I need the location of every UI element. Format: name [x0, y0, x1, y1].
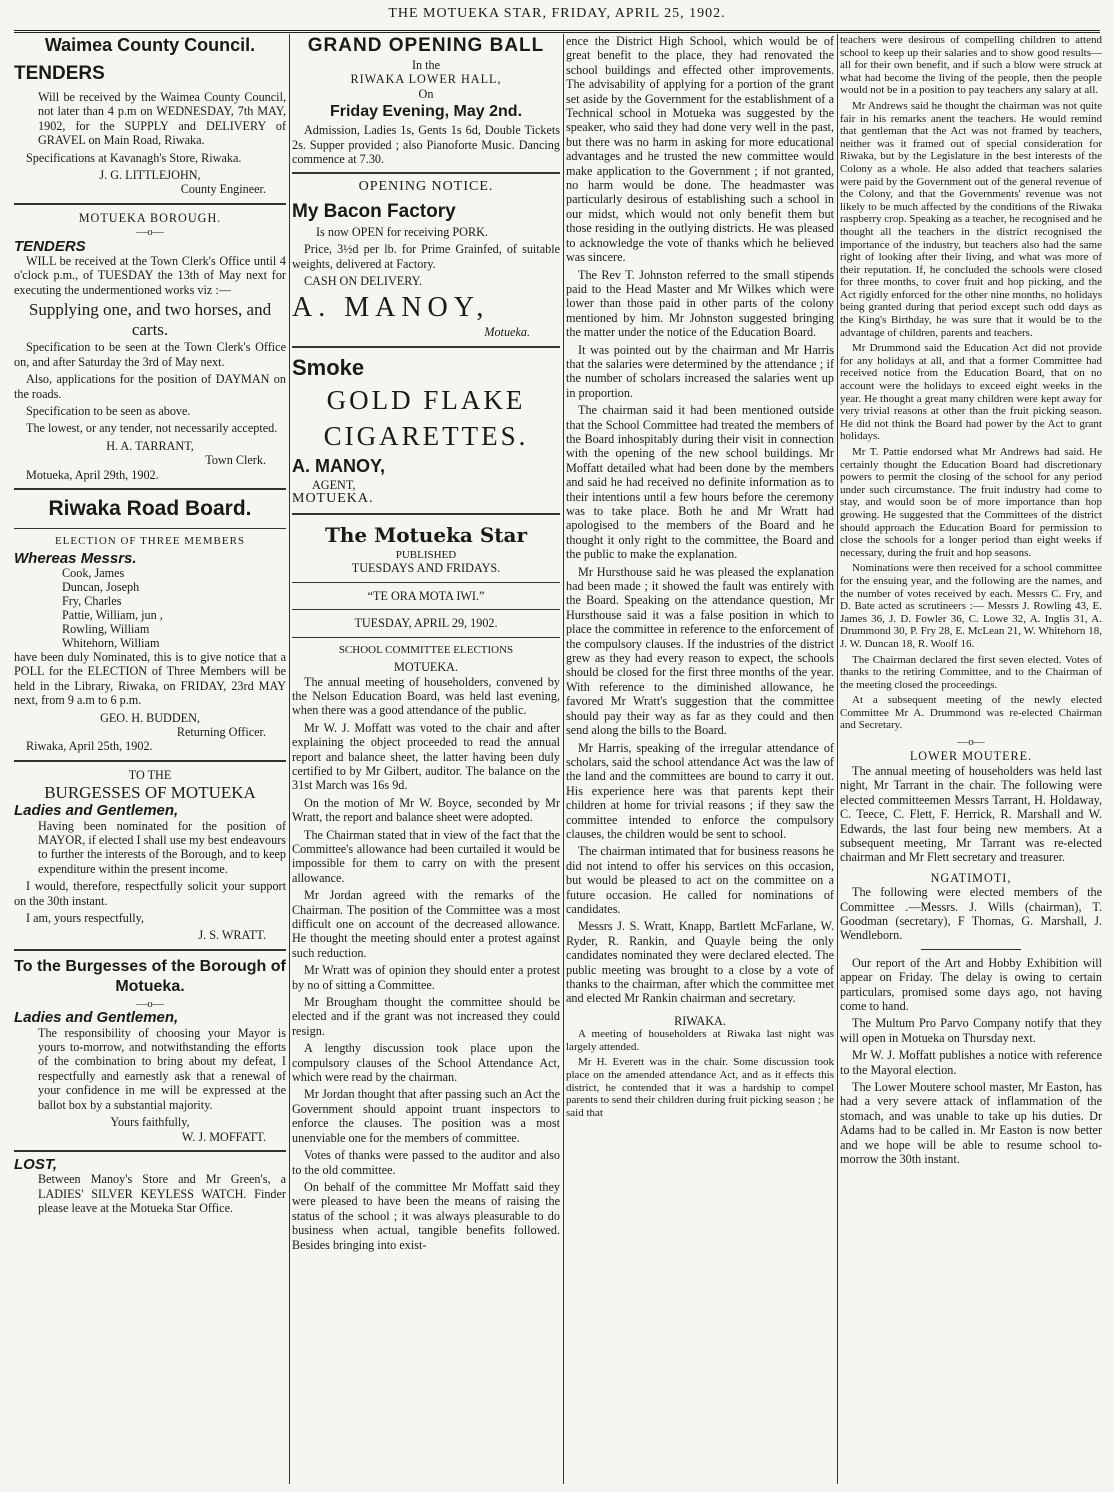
- article-para: Mr T. Pattie endorsed what Mr Andrews had said. He certainly thought the Education Board had discretionary powers to permit the closing of the school for any period under such circumstance. The fruit industry had come to stay, and would soon be of more importance than hop growing. He suggested that the Committees of the district should approach the Education Board for permission to close the schools for a longer period than eight weeks if necessary, during the fruit and hop seasons.: [840, 446, 1102, 559]
- candidate-name: Pattie, William, jun ,: [62, 607, 163, 622]
- article-para: Mr Andrews said he thought the chairman was not quite fair in his remarks anent the teachers. He would remind that gentleman that the Act was not framed by teachers, neither was it framed out of special consideration for Riwaka, but by the Legislature in the best interests of the Colony as a whole. He also added that teachers salaries were paid by the Government out of the general revenue of the Colony, and that the Governments' revenue was not likely to be much affected by the conditions of the Riwaka raspberry crop. Speaking as a teacher, he recognised and he thought all the teachers in the district recognised the importance of the industry, but teachers also had the same right of looking after their living, and what was more of their reputation. If, he concluded the schools were closed for three months, to cover fruit and hop picking, and the Act rigidly enforced for the other nine months, no holidays being granted during that period except such odd days as the King's Birthday, he was sure that it would be to the advantage of children, parents and teachers.: [840, 99, 1102, 339]
- article-para: Mr Brougham thought the committee should be elected and if the grant was not increased they could resign.: [292, 995, 560, 1038]
- article-para: Mr Hursthouse said he was pleased the explanation had been made ; it showed the fault was entirely with the Board. Speaking on the attendance question, Mr Hursthouse said it was a false position in which to place the committee in reference to the enforcement of the compulsory clauses. If the industries of the district grew as they had every reason to expect, the schools should be closed for the first three months of the year. With reference to the diminished allowance, he favored Mr Wratt's suggestion that the committee should pay their way as far as they could and then send along the bills to the Board.: [566, 564, 834, 738]
- article-para: A lengthy discussion took place upon the compulsory clauses of the School Attendance Act, which were read by the chairman.: [292, 1041, 560, 1085]
- agent-word: AGENT,: [312, 477, 356, 492]
- article-para: Mr Jordan thought that after passing such an Act the Government should appoint truant inspectors to enforce the clauses. The position was a most unenviable one for the members of committee.: [292, 1087, 560, 1145]
- candidate-name: Rowling, William: [62, 621, 150, 636]
- article-para: A meeting of householders at Riwaka last night was largely attended.: [566, 1028, 834, 1053]
- article-para: The annual meeting of householders, convened by the Nelson Education Board, was held last evening, when there was a good attendance of the public.: [292, 674, 560, 718]
- ball-in: In the: [411, 58, 441, 72]
- article-para: Mr Wratt was of opinion they should enter a protest by no of sitting a Committee.: [292, 963, 560, 992]
- agent-name: A. MANOY,: [292, 455, 386, 476]
- borough-signature-title: Town Clerk.: [205, 453, 266, 468]
- candidate-name: Fry, Charles: [62, 593, 122, 608]
- article-para: On behalf of the committee Mr Moffatt said they were pleased to have been the means of raising the status of the school ; it was always pleasurable to do business when actual, tangible benefits followed. Besides bringing into exist-: [292, 1179, 560, 1252]
- waimea-tenders-head: TENDERS: [14, 63, 105, 84]
- elections-head: SCHOOL COMMITTEE ELECTIONS: [338, 643, 514, 656]
- news-para: The Lower Moutere school master, Mr Easton, has had a very severe attack of inflammation of the stomach, and was unable to take up his duties. Dr Adams had to be called in. Mr Easton is now better and we hope will be able to resume school to-morrow the 30th instant.: [840, 1080, 1102, 1167]
- riwaka-title: Riwaka Road Board.: [48, 496, 252, 520]
- lost-head: LOST,: [14, 1155, 58, 1173]
- ball-on: On: [418, 86, 434, 101]
- article-para: Mr Drummond said the Education Act did not provide for any holidays at all, and that a former Committee had received notice from the Education Board, that on no account were the holidays to exceed eight weeks in the year. He thought a great many children were kept away for very trivial reasons at other than the fruit picking season. He did not think the Board had power by the Act to grant holidays.: [840, 342, 1102, 443]
- riwaka-whereas: Whereas Messrs.: [14, 549, 137, 567]
- masthead: THE MOTUEKA STAR, FRIDAY, APRIL 25, 1902.: [14, 6, 1100, 33]
- bacon-cash: CASH ON DELIVERY.: [304, 274, 422, 289]
- agent-place: MOTUEKA.: [292, 491, 374, 507]
- star-published: PUBLISHED: [395, 548, 457, 561]
- borough-para: Specification to be seen at the Town Clerk's Office on, and after Saturday the 3rd of May next.: [14, 340, 286, 369]
- burgesses-body: Having been nominated for the position of MAYOR, if elected I shall use my best endeavours to further the interests of the Borough, and to keep expenditure within the present income.: [38, 818, 286, 876]
- article-para: Nominations were then received for a school committee for the ensuing year, and the following are the names, and the number of votes received by each. Messrs C. Fry, and D. Bate acted as scrutineers :— Messrs J. Rowling 43, E. James 36, J. D. Fowler 36, C. Lowe 32, A. Inglis 31, A. Drummond 30, P. Fry 28, E. McLean 21, W. Whitehorn 18, J. W. Duncan 18, R. Woolf 16.: [840, 562, 1102, 650]
- burgesses-title: BURGESSES OF MOTUEKA: [44, 783, 256, 803]
- borough-works: Supplying one, and two horses, and carts.: [28, 300, 272, 340]
- ball-date: Friday Evening, May 2nd.: [329, 103, 523, 121]
- article-para: Mr Harris, speaking of the irregular attendance of scholars, said the school attendance Act was the law of the land and the committees are bound to carry it out. His experience here was that parents kept their children at home for trivial reasons ; if they saw the committee intended to enforce the compulsory clauses, the children would be sent to school.: [566, 740, 834, 841]
- manoy-place: Motueka.: [484, 325, 530, 340]
- star-date: TUESDAY, APRIL 29, 1902.: [354, 616, 498, 631]
- riwaka-candidate-list: [14, 566, 286, 650]
- article-para: Mr H. Everett was in the chair. Some discussion took place on the amended attendance Act, and as it effects this district, he contended that it was a hardship to compel parents to send their children during fruit picking season ; he said that: [566, 1056, 834, 1119]
- smoke-head: Smoke: [292, 354, 365, 380]
- borough-tenders-head: TENDERS: [14, 237, 86, 255]
- star-title: The Motueka Star: [324, 522, 528, 547]
- waimea-signature-title: County Engineer.: [180, 182, 266, 197]
- ball-hall: RIWAKA LOWER HALL,: [350, 72, 502, 87]
- article-para: ence the District High School, which would be of great benefit to the place, they had renovated the school buildings and effected other improvements. The advisability of applying for a portion of the grant set aside by the Government for the establishment of a Technical school in Motueka was suggested by the speaker, who said they had done very well in the past, but there was no harm in asking for more educational advantages and he trusted the new committee would make application to the Government ; if not granted, no harm would be done. The headmaster was particularly desirous of establishing such a school in our midst, which would not only benefit them but those residing in the outlying districts. He was pleased to acknowledge the vote of thanks which he believed was sincere.: [566, 34, 834, 265]
- news-para: Mr W. J. Moffatt publishes a notice with reference to the Mayoral election.: [840, 1048, 1102, 1077]
- article-para: The chairman intimated that for business reasons he did not intend to offer his services on this occasion, but would be pleased to act on the committee on a future occasion. He called for nominations of candidates.: [566, 844, 834, 916]
- borough-para: Also, applications for the position of DAYMAN on the roads.: [14, 372, 286, 401]
- opening-notice-title: OPENING NOTICE.: [358, 179, 494, 195]
- waimea-body: Will be received by the Waimea County Council, not later than 4 p.m on WEDNESDAY, 7th MAY, 1902, for the SUPPLY and DELIVERY of GRAVEL on Main Road, Riwaka.: [38, 90, 286, 148]
- bacon-price: Price, 3½d per lb. for Prime Grainfed, of suitable weights, delivered at Factory.: [292, 242, 560, 271]
- ngatimoti-head: NGATIMOTI,: [930, 870, 1012, 885]
- riwaka-article-head: RIWAKA.: [674, 1013, 726, 1028]
- article-para: It was pointed out by the chairman and Mr Harris that the salaries were determined by the attendance ; if the number of scholars increased the salaries went up in proportion.: [566, 342, 834, 400]
- article-para: Mr W. J. Moffatt was voted to the chair and after explaining the object proceeded to read the annual report and balance sheet, the latter having been duly certified to by Mr Gilbert, auditor. The balance on the 31st March was 16s 9d.: [292, 720, 560, 793]
- article-para: The Chairman stated that in view of the fact that the Committee's allowance had been curtailed it would be impossible for them to carry on with the present allowance.: [292, 827, 560, 885]
- motueka-head: MOTUEKA.: [394, 660, 458, 675]
- waimea-signature: J. G. LITTLEJOHN,: [99, 168, 201, 183]
- manoy-name: A. MANOY,: [292, 292, 490, 324]
- burgesses-signature: J. S. WRATT.: [198, 928, 266, 943]
- moffatt-salutation: Ladies and Gentlemen,: [14, 1009, 179, 1027]
- lost-body: Between Manoy's Store and Mr Green's, a LADIES' SILVER KEYLESS WATCH. Finder please leave at the Motueka Star Office.: [38, 1172, 286, 1216]
- column-1: [14, 34, 286, 1484]
- borough-body: WILL be received at the Town Clerk's Office until 4 o'clock p.m., of TUESDAY the 13th of May next for executing the undermentioned works viz :—: [14, 254, 286, 297]
- article-para: The following were elected members of the Committee .—Messrs. J. Wills (chairman), T. Goodman (secretary), F Thomas, G. Marshall, J. Wendleborn.: [840, 885, 1102, 943]
- candidate-name: Duncan, Joseph: [62, 579, 140, 594]
- article-para: The annual meeting of householders was held last night, Mr Tarrant in the chair. The following were elected committeemen Messrs Tarrant, H. Holdaway, C. Teece, C. Flett, F. Herrick, R. Marshall and W. Edwards, the last four being new members. At a subsequent meeting, Mr Tarrant was re-elected chairman and Mr Flett secretary and treasurer.: [840, 763, 1102, 865]
- ball-title: GRAND OPENING BALL: [307, 35, 545, 56]
- article-para: Messrs J. S. Wratt, Knapp, Bartlett McFarlane, W. Ryder, R. Rankin, and Quayle being the only candidates nominated they were declared elected. The public meeting was brought to a close by a vote of thanks to the chairman, after which the committee met and elected Mr Rankin chairman and secretary.: [566, 919, 834, 1006]
- moffatt-signature: W. J. MOFFATT.: [181, 1129, 266, 1144]
- article-para: teachers were desirous of compelling children to attend school to keep up their salaries and to show good results—all for their own benefit, and if such a blow were struck at what had become the living of the people, then the people would not be in a position to pay teachers any salary at all.: [840, 34, 1102, 97]
- moffatt-yours: Yours faithfully,: [110, 1115, 190, 1130]
- burgesses-to: TO THE: [128, 767, 172, 782]
- gold-flake-line-1: GOLD FLAKE: [326, 384, 526, 415]
- candidate-name: Whitehorn, William: [62, 635, 160, 650]
- article-para: Mr Jordan agreed with the remarks of the Chairman. The position of the Committee was a most difficult one on account of the decreased allowance. He thought the meeting should enter a protest against such reduction.: [292, 888, 560, 960]
- moffatt-body: The responsibility of choosing your Mayor is yours to-morrow, and notwithstanding the efforts of the combination to bring about my defeat, I respectfully and earnestly ask that a renewal of your confidence in me will be expressed at the ballot box by a substantial majority.: [38, 1025, 286, 1112]
- separator: —o—: [136, 226, 164, 239]
- candidate-name: Cook, James: [62, 565, 125, 580]
- waimea-spec: Specifications at Kavanagh's Store, Riwaka.: [26, 150, 242, 165]
- column-2: [292, 34, 560, 1484]
- riwaka-signature-title: Returning Officer.: [176, 724, 266, 739]
- column-4: [840, 34, 1102, 1484]
- article-para: On the motion of Mr W. Boyce, seconded by Mr Wratt, the report and balance sheet were adopted.: [292, 795, 560, 825]
- burgesses-salutation: Ladies and Gentlemen,: [14, 802, 179, 820]
- separator: —o—: [136, 997, 164, 1010]
- riwaka-signature: GEO. H. BUDDEN,: [100, 710, 200, 725]
- article-para: The Chairman declared the first seven elected. Votes of thanks to the retiring Committee, and to the Chairman of the meeting closed the proceedings.: [840, 653, 1102, 691]
- news-para: The Multum Pro Parvo Company notify that they will open in Motueka on Thursday next.: [840, 1016, 1102, 1045]
- star-days: TUESDAYS AND FRIDAYS.: [351, 561, 501, 576]
- article-para: The chairman said it had been mentioned outside that the School Committee had treated the members of the Board inhospitably during their visit in connection with the opening of the new school buildings. Mr Moffatt detailed what had been done by the members and said he had received no definite information as to their intentions until a few hours before the ceremony was to take place. Both he and Mr Wratt had apologised to the members of the Board and he thought it only right to the committee, the Board and the public to make the explanation.: [566, 403, 834, 562]
- bacon-body: Is now OPEN for receiving PORK.: [316, 224, 488, 239]
- burgesses-para: I am, yours respectfully,: [26, 911, 145, 926]
- borough-para: The lowest, or any tender, not necessarily accepted.: [26, 421, 278, 436]
- moffatt-title: To the Burgesses of the Borough of Motueka.: [14, 957, 286, 995]
- news-para: Our report of the Art and Hobby Exhibition will appear on Friday. The delay is owing to certain particulars, promised some days ago, not having come to hand.: [840, 955, 1102, 1013]
- burgesses-para: I would, therefore, respectfully solicit your support on the 30th instant.: [14, 879, 286, 908]
- borough-date: Motueka, April 29th, 1902.: [26, 467, 159, 482]
- borough-signature: H. A. TARRANT,: [106, 438, 194, 453]
- column-rule: [289, 34, 290, 1484]
- article-para: The Rev T. Johnston referred to the small stipends paid to the Head Master and Mr Wilkes which were lower than those paid in other parts of the colony mentioned by him. Mr Johnston suggested bringing the matter under the notice of the Education Board.: [566, 267, 834, 340]
- riwaka-subtitle: ELECTION OF THREE MEMBERS: [54, 534, 246, 547]
- lower-moutere-head: LOWER MOUTERE.: [909, 749, 1033, 764]
- column-rule: [563, 34, 564, 1484]
- waimea-title: Waimea County Council.: [44, 35, 256, 55]
- star-motto: “TE ORA MOTA IWI.”: [367, 588, 485, 603]
- separator: —o—: [957, 736, 985, 749]
- gold-flake-line-2: CIGARETTES.: [323, 420, 529, 451]
- borough-title: MOTUEKA BOROUGH.: [78, 210, 222, 225]
- riwaka-body: have been duly Nominated, this is to give notice that a POLL for the ELECTION of Three Members will be held in the Library, Riwaka, on FRIDAY, 23rd MAY next, from 9 a.m to 6 p.m.: [14, 649, 286, 708]
- borough-para: Specification to be seen as above.: [26, 403, 191, 418]
- ball-body: Admission, Ladies 1s, Gents 1s 6d, Double Tickets 2s. Supper provided ; also Pianoforte Music. Dancing commence at 7.30.: [292, 123, 560, 167]
- bacon-title: My Bacon Factory: [292, 200, 456, 222]
- article-para: Votes of thanks were passed to the auditor and also to the old committee.: [292, 1148, 560, 1177]
- riwaka-date: Riwaka, April 25th, 1902.: [26, 739, 153, 754]
- column-rule: [837, 34, 838, 1484]
- article-para: At a subsequent meeting of the newly elected Committee Mr A. Drummond was re-elected Chairman and Secretary.: [840, 694, 1102, 732]
- column-3: [566, 34, 834, 1484]
